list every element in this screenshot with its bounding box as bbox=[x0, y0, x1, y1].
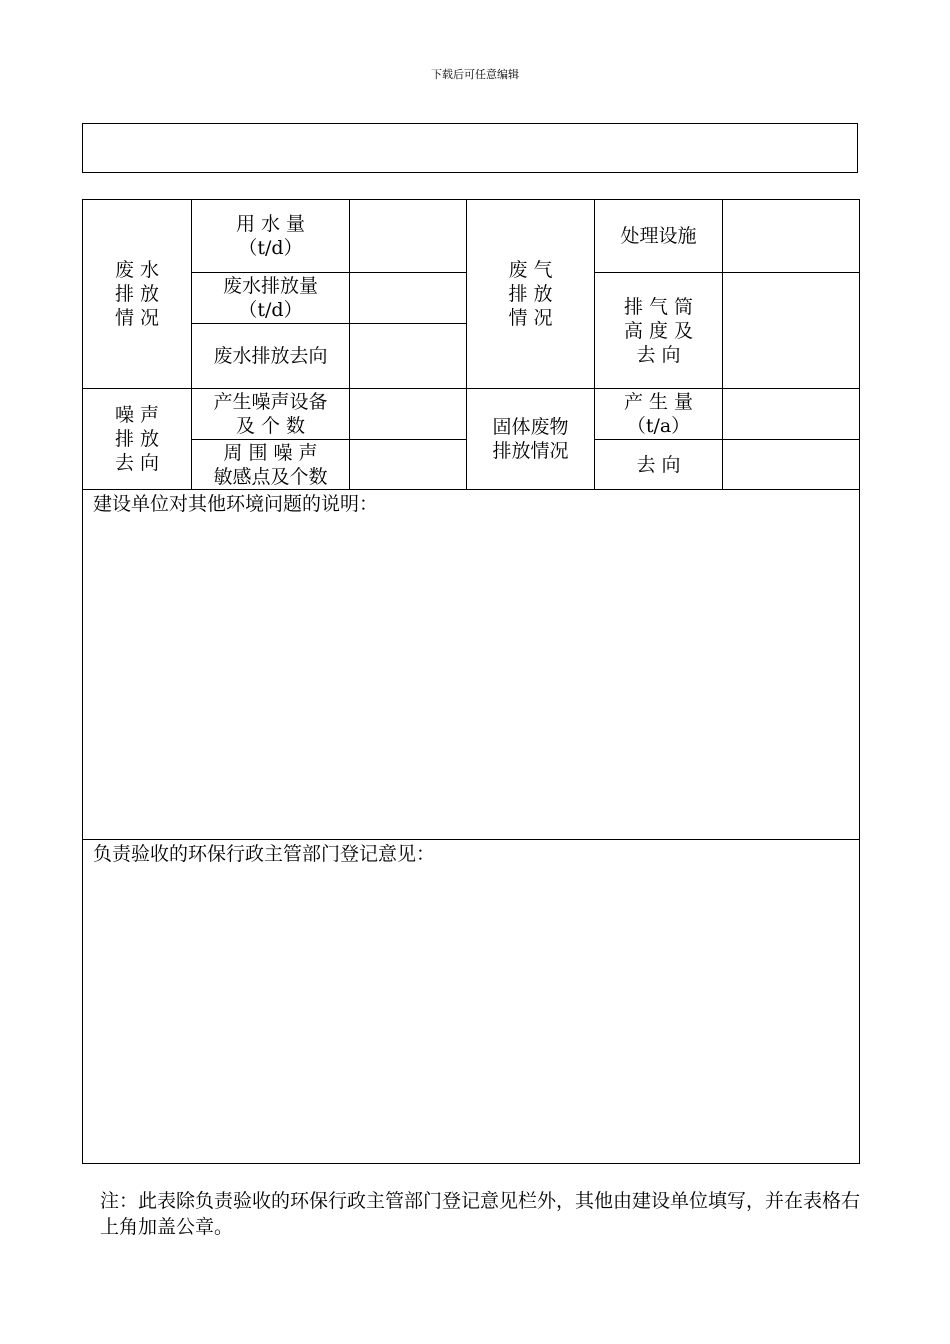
solid-direction-label: 去 向 bbox=[594, 439, 723, 490]
wastewater-section-label: 废 水 排 放 情 况 bbox=[82, 199, 192, 389]
treatment-facility-label: 处理设施 bbox=[594, 199, 723, 273]
noise-section-label: 噪 声 排 放 去 向 bbox=[82, 388, 192, 490]
treatment-facility-value[interactable] bbox=[722, 199, 860, 273]
noise-devices-value[interactable] bbox=[349, 388, 467, 440]
environment-form-table bbox=[82, 199, 860, 1164]
water-use-value[interactable] bbox=[349, 199, 467, 273]
water-use-label: 用 水 量 （t/d） bbox=[191, 199, 350, 273]
builder-note-section[interactable] bbox=[82, 489, 860, 840]
solid-direction-value[interactable] bbox=[722, 439, 860, 490]
noise-devices-label: 产生噪声设备 及 个 数 bbox=[191, 388, 350, 440]
solid-waste-section-label: 固体废物 排放情况 bbox=[466, 388, 595, 490]
discharge-direction-label: 废水排放去向 bbox=[191, 323, 350, 389]
builder-note-label: 建设单位对其他环境问题的说明： bbox=[93, 493, 379, 515]
noise-sensitive-label: 周 围 噪 声 敏感点及个数 bbox=[191, 439, 350, 490]
page-header: 下载后可任意编辑 bbox=[431, 68, 519, 81]
footer-note: 注：此表除负责验收的环保行政主管部门登记意见栏外，其他由建设单位填写，并在表格右上角加盖公章。 bbox=[100, 1190, 861, 1238]
authority-opinion-label: 负责验收的环保行政主管部门登记意见： bbox=[93, 843, 436, 865]
solid-amount-label: 产 生 量 （t/a） bbox=[594, 388, 723, 440]
exhaust-section-label: 废 气 排 放 情 况 bbox=[466, 199, 595, 389]
discharge-direction-value[interactable] bbox=[349, 323, 467, 389]
stack-height-label: 排 气 筒 高 度 及 去 向 bbox=[594, 272, 723, 389]
solid-amount-value[interactable] bbox=[722, 388, 860, 440]
stack-height-value[interactable] bbox=[722, 272, 860, 389]
top-empty-box[interactable] bbox=[82, 123, 858, 173]
noise-sensitive-value[interactable] bbox=[349, 439, 467, 490]
discharge-amount-value[interactable] bbox=[349, 272, 467, 324]
discharge-amount-label: 废水排放量 （t/d） bbox=[191, 272, 350, 324]
authority-opinion-section[interactable] bbox=[82, 839, 860, 1164]
